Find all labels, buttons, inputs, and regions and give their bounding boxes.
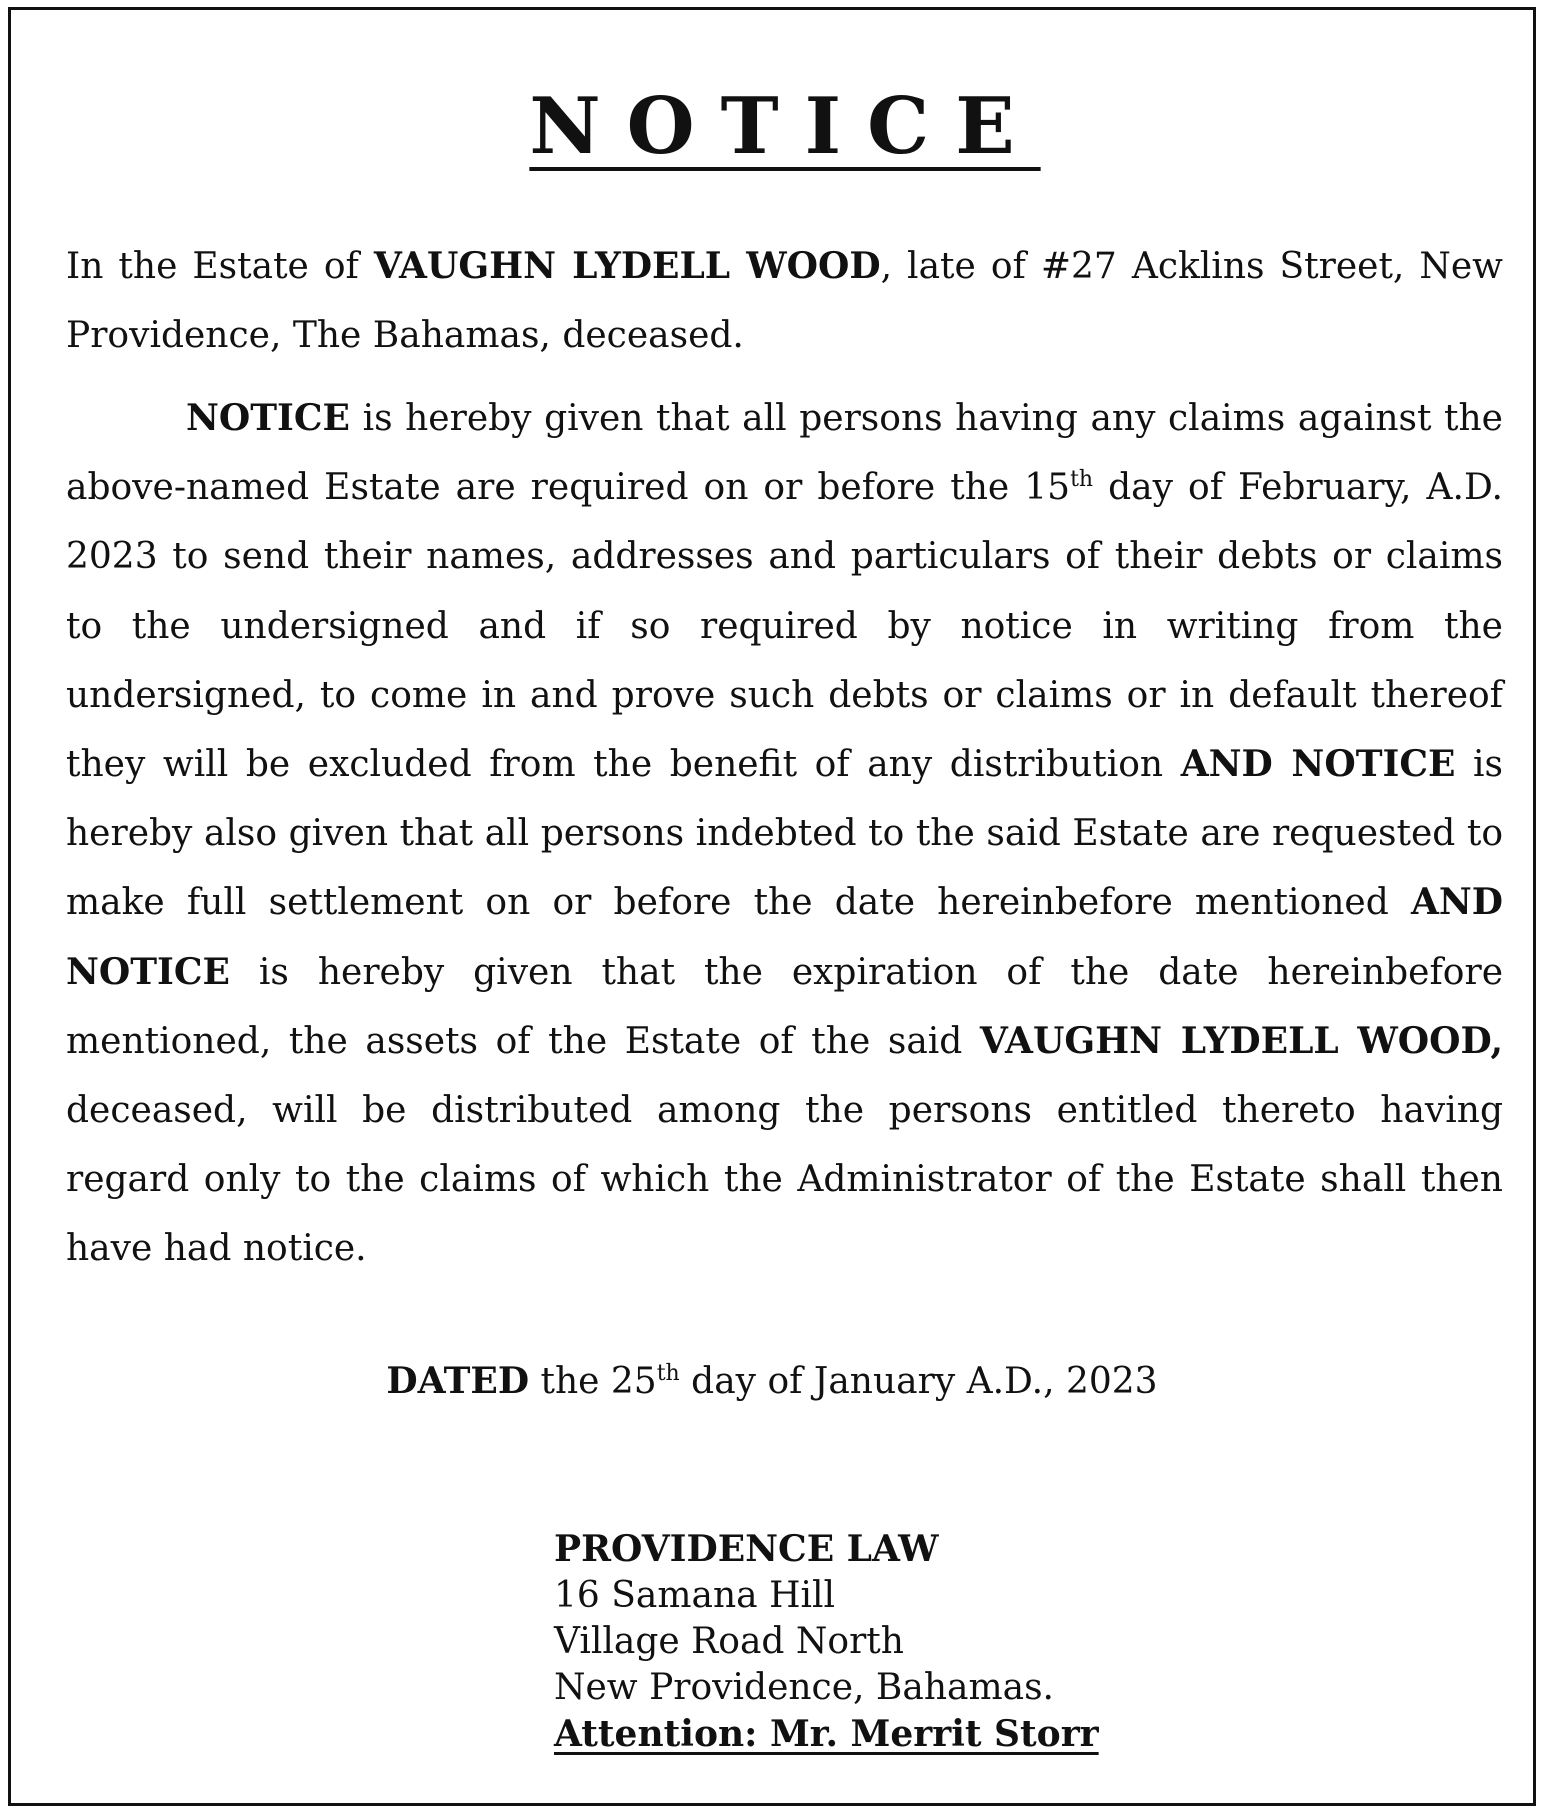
address-line: 16 Samana Hill xyxy=(554,1575,836,1616)
and-notice-keyword: AND NOTICE xyxy=(1180,743,1456,786)
notice-frame xyxy=(8,7,1536,1806)
intro-prefix: In the Estate of xyxy=(66,246,374,287)
address-line: New Providence, Bahamas. xyxy=(554,1667,1054,1708)
estate-intro xyxy=(66,232,1503,370)
intro-suffix: , late of #27 Acklins Street, New Providence, The Bahamas, deceased. xyxy=(66,246,1503,357)
firm-address xyxy=(554,1526,1099,1758)
dated-line: DATED the 25th day of January A.D., 2023 xyxy=(386,1360,1158,1402)
notice-title: NOTICE xyxy=(529,81,1041,172)
notice-keyword: NOTICE xyxy=(186,397,350,439)
deceased-name: VAUGHN LYDELL WOOD xyxy=(373,245,881,287)
firm-name: PROVIDENCE LAW xyxy=(554,1528,939,1570)
and-notice-keyword: AND NOTICE xyxy=(66,881,1503,993)
deceased-name: VAUGHN LYDELL WOOD, xyxy=(979,1019,1503,1062)
attention-line: Attention: Mr. Merrit Storr xyxy=(554,1713,1099,1755)
address-line: Village Road North xyxy=(554,1621,904,1662)
notice-body: NOTICE is hereby given that all persons having any claims against the above-named Estate are required on or before the 15th day of February, A.D. 2023 to send their names, addresses and particulars of their debts or claims to the undersigned and if so required by notice in writing from the undersigned, to come in and prove such debts or claims or in default thereof they will be excluded from the benefit of any distribution AND NOTICE is hereby also given that all persons indebted to the said Estate are requested to make full settlement on or before the date hereinbefore mentioned AND NOTICE is hereby given that the expiration of the date hereinbefore mentioned, the assets of the Estate of the said VAUGHN LYDELL WOOD, deceased, will be distributed among the persons entitled thereto having regard only to the claims of which the Administrator of the Estate shall then have had notice. xyxy=(66,397,1504,1270)
